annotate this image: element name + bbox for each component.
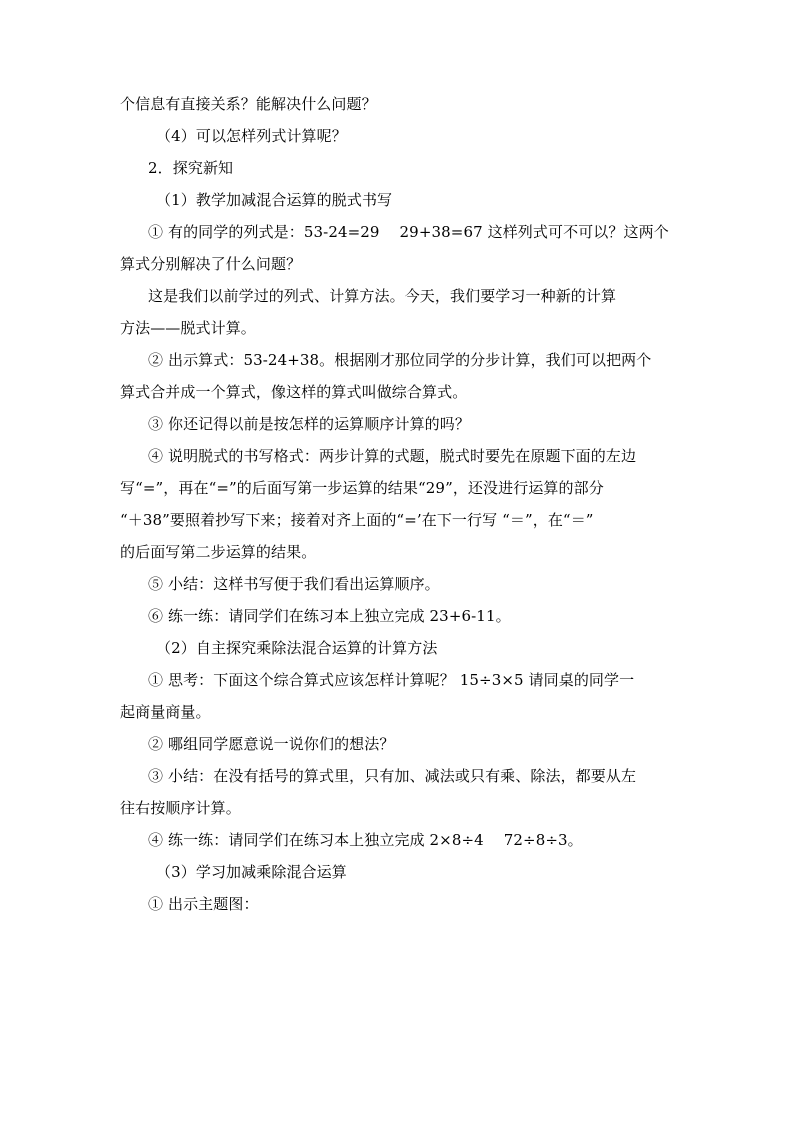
paragraph-line: 往右按顺序计算。 [120, 799, 241, 817]
paragraph-line: ③ 小结：在没有括号的算式里，只有加、减法或只有乘、除法，都要从左 [148, 767, 637, 785]
paragraph-line: 这是我们以前学过的列式、计算方法。今天，我们要学习一种新的计算 [148, 287, 617, 305]
paragraph-line: ④ 练一练：请同学们在练习本上独立完成 2×8÷4 72÷8÷3。 [148, 831, 583, 849]
paragraph-line: ② 出示算式：53-24+38。根据刚才那位同学的分步计算，我们可以把两个 [148, 351, 652, 369]
section-heading: 2．探究新知 [148, 159, 234, 177]
document-body [120, 88, 680, 920]
paragraph-line: 个信息有直接关系？能解决什么问题？ [120, 95, 377, 113]
paragraph-line: 算式合并成一个算式，像这样的算式叫做综合算式。 [120, 383, 468, 401]
paragraph-line: 算式分别解决了什么问题？ [120, 255, 302, 273]
paragraph-line: ③ 你还记得以前是按怎样的运算顺序计算的吗？ [148, 415, 470, 433]
subsection-heading: （2）自主探究乘除法混合运算的计算方法 [156, 639, 438, 657]
subsection-heading: （3）学习加减乘除混合运算 [156, 863, 347, 881]
paragraph-line: “＋38”要照着抄写下来；接着对齐上面的“=’在下一行写 “＝”，在“＝” [120, 511, 594, 529]
paragraph-line: 的后面写第二步运算的结果。 [120, 543, 317, 561]
subsection-heading: （1）教学加减混合运算的脱式书写 [156, 191, 393, 209]
paragraph-line: 起商量商量。 [120, 703, 211, 721]
paragraph-line: ④ 说明脱式的书写格式：两步计算的式题，脱式时要先在原题下面的左边 [148, 447, 637, 465]
paragraph-line: ⑤ 小结：这样书写便于我们看出运算顺序。 [148, 575, 440, 593]
paragraph-line: ⑥ 练一练：请同学们在练习本上独立完成 23+6-11。 [148, 607, 511, 625]
paragraph-line: ① 出示主题图： [148, 895, 259, 913]
paragraph-line: ① 有的同学的列式是：53-24=29 29+38=67 这样列式可不可以？这两个 [148, 223, 669, 241]
paragraph-line: ① 思考：下面这个综合算式应该怎样计算呢？ 15÷3×5 请同桌的同学一 [148, 671, 635, 689]
paragraph-line: 方法——脱式计算。 [120, 319, 256, 337]
paragraph-line: 写“=”，再在“=”的后面写第一步运算的结果“29”，还没进行运算的部分 [120, 479, 604, 497]
paragraph-line: ② 哪组同学愿意说一说你们的想法？ [148, 735, 395, 753]
question-4: （4）可以怎样列式计算呢？ [156, 127, 347, 145]
